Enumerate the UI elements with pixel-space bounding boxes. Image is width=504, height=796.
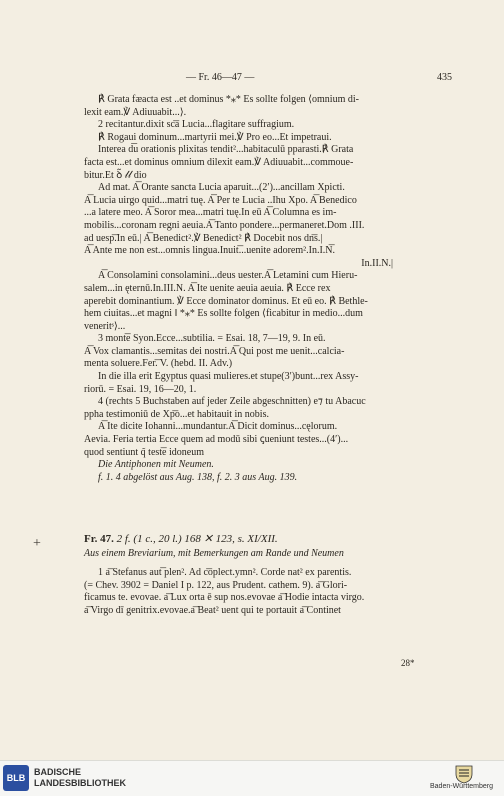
- text-line: ficamus te. evovae. a͞ Lux orta ē sup nos.evovae a͞ Hodie intacta virgo.: [84, 592, 365, 604]
- state-label: Baden-Württemberg: [430, 783, 494, 790]
- running-title: — Fr. 46—47 —: [186, 72, 255, 83]
- text-line: Die Antiphonen mit Neumen.: [98, 459, 214, 471]
- text-line: (= Chev. 3902 = Daniel I p. 122, aus Prudent. cathem. 9). a͞ Glori-: [84, 579, 348, 591]
- subtitle-line: Aus einem Breviarium, mit Bemerkungen am Rande und Neumen: [84, 548, 344, 559]
- fragment-46-text: [84, 94, 429, 484]
- fragment-47-subtitle: [84, 548, 429, 561]
- text-line: ℟ Rogaui dominum...martyrii mei.℣ Pro eo...Et impetraui.: [98, 131, 332, 143]
- text-line: Aevia. Feria tertia Ecce quem ad modū sibi ꞔueniunt testes...(4′)...: [84, 434, 349, 446]
- text-line: A͞ Consolamini consolamini...deus uester.A͞ Letamini cum Hieru-: [98, 270, 358, 282]
- text-line: lexit eam.℣ Adiuuabit...⟩.: [84, 106, 187, 118]
- text-line: A͞ Ite dicite Iohanni...mundantur.A͞ Dicit dominus...cęlorum.: [98, 421, 338, 433]
- text-line: 4 (rechts 5 Buchstaben auf jeder Zeile abgeschnitten) e⁊ tu Abacuc: [98, 396, 366, 408]
- text-line: aperebit dominantium. ℣ Ecce dominator dominus. Et eū eo. ℟ Bethle-: [84, 295, 368, 307]
- text-line: Ad mat. A͞ Orante sancta Lucia aparuit...(2′)...ancillam Xpicti.: [98, 182, 345, 194]
- text-line: riorū. = Esai. 19, 16—20, 1.: [84, 383, 197, 395]
- text-line: menta soluere.Fer͞. V. (hebd. II. Adv.): [84, 358, 233, 370]
- text-line: salem...in ęternū.In.III.N. A͞ Ite uenite aeuia aeuia. ℟ Ecce rex: [84, 282, 331, 294]
- text-line: veneritˢ⟩...: [84, 320, 126, 332]
- text-line: f. 1. 4 abgelöst aus Aug. 138, f. 2. 3 aus Aug. 139.: [98, 471, 298, 483]
- library-name-line2: LANDESBIBLIOTHEK: [34, 778, 126, 788]
- fragment-47-heading: [84, 533, 429, 546]
- text-line: A͞ Ante me non est...omnis lingua.Inuit͞...uenite adorem².In.I.N͞.: [84, 245, 336, 257]
- text-line: In die illa erit Egyptus quasi mulieres.et stupe(3′)bunt...rex Assy-: [98, 371, 359, 383]
- text-line: ℟ Grata fᴂacta est ..et dominus *⁎* Es sollte folgen ⟨omnium di-: [98, 94, 359, 105]
- fragment-description: 2 f. (1 c., 20 l.) 168 ✕ 123, s. XI/XII.: [116, 533, 278, 545]
- text-line: 2 recitantur.dixit sc͞a Lucia...flagitare suffragium.: [98, 119, 295, 131]
- library-name: [34, 767, 126, 789]
- margin-plus-mark: +: [33, 536, 41, 551]
- text-line: mobilis...coronam regni aeuia.A͞ Tanto pondere...permaneret.Dom .III.: [84, 219, 365, 231]
- text-line: facta est...et dominus omnium dilexit eam.℣ Adiuuabit...commoue-: [84, 156, 354, 168]
- signature-mark: 28*: [401, 658, 415, 668]
- running-header: [0, 72, 504, 86]
- library-name-line1: BADISCHE: [34, 767, 82, 777]
- text-line: Interea d͞u orationis plixitas tendit²...habitaculū pparasti.℟ Grata: [98, 144, 354, 156]
- text-line: bitur.Et ꝺ̃ 𝓁𝓁 dio: [84, 169, 147, 181]
- text-line: ppha testimoniū de Xp͞o...et habitauit in nobis.: [84, 408, 269, 420]
- text-line: ad uesp͞.In eū.| A͞ Benedict².℣ Benedict² ℟ Docebit nos dn͞s.|: [84, 232, 323, 244]
- fragment-number: Fr. 47.: [84, 533, 114, 545]
- fragment-47-text: [84, 567, 429, 617]
- blb-logo[interactable]: BLB: [3, 765, 29, 791]
- text-line: ...a latere meo. A͞ Soror mea...matri tuę.In eū A͞ Columna es im-: [84, 207, 337, 219]
- page-number: 435: [437, 72, 452, 83]
- text-line: 3 mont͞e Syon.Ecce...subtilia. = Esai. 18, 7—19, 9. In eū.: [98, 333, 326, 345]
- text-line: A͞ Lucia uirgo quid...matri tuę. A͞ Per te Lucia ..Ihu Xpo. A͞ Benedico: [84, 194, 357, 206]
- library-footer: [0, 760, 504, 796]
- text-line: 1 a͞ Stefanus aut͞ plen². Ad c͞oplect.ymn². Corde nat² ex parentis.: [98, 567, 352, 578]
- text-line: hem ciuitas...et magni ‖ *⁎* Es sollte folgen ⟨ficabitur in medio...dum: [84, 308, 363, 320]
- text-line: quod sentiunt q̃ test͞e idoneum: [84, 446, 204, 458]
- text-line: a͞ Virgo dī genitrix.evovae.a͞ Beat² uent qui te portauit a͞ Continet: [84, 604, 341, 616]
- text-line: In.II.N.|: [361, 257, 393, 269]
- coat-of-arms-icon: [453, 764, 475, 784]
- text-line: A͞ Vox clamantis...semitas dei nostri.A͞ Qui post me uenit...calcia-: [84, 345, 345, 357]
